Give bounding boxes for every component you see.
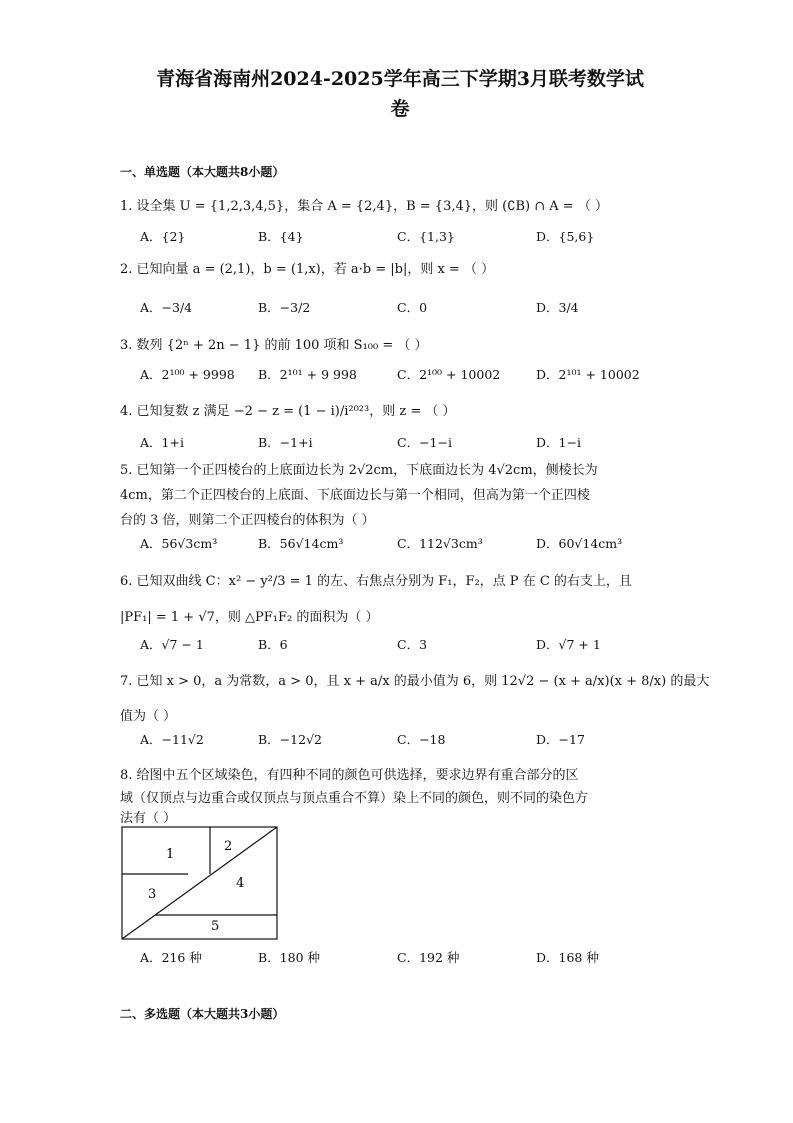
question-1-options xyxy=(140,227,680,251)
q5-option-b[interactable]: B．56√14cm³ xyxy=(258,536,344,551)
question-4: 4. 已知复数 z 满足 −2 − z = (1 − i)/i²⁰²³，则 z = （ ） xyxy=(120,404,456,419)
region-label-3: 3 xyxy=(148,887,157,902)
question-7-line-1: 7. 已知 x > 0，a 为常数，a > 0，且 x + a/x 的最小值为 6，则 12√2 − (x + a/x)(x + 8/x) 的最大 xyxy=(120,674,710,689)
q6-option-a[interactable]: A．√7 − 1 xyxy=(140,637,204,652)
region-label-5: 5 xyxy=(211,919,220,934)
q6-option-c[interactable]: C．3 xyxy=(397,637,428,652)
q2-option-c[interactable]: C．0 xyxy=(397,300,428,315)
q1-option-d[interactable]: D．{5,6} xyxy=(536,229,595,244)
q7-option-c[interactable]: C．−18 xyxy=(397,732,446,747)
q6-option-b[interactable]: B．6 xyxy=(258,637,288,652)
q8-option-d[interactable]: D．168 种 xyxy=(536,950,599,965)
q7-option-b[interactable]: B．−12√2 xyxy=(258,732,322,747)
q5-option-c[interactable]: C．112√3cm³ xyxy=(397,536,483,551)
question-5-line-2: 4cm，第二个正四棱台的上底面、下底面边长与第一个相同，但高为第一个正四棱 xyxy=(120,488,590,503)
region-label-2: 2 xyxy=(224,839,233,854)
question-8-line-1: 8. 给图中五个区域染色，有四种不同的颜色可供选择，要求边界有重合部分的区 xyxy=(120,768,579,783)
q5-option-a[interactable]: A．56√3cm³ xyxy=(140,536,218,551)
q8-option-a[interactable]: A．216 种 xyxy=(140,950,202,965)
question-5-line-3: 台的 3 倍，则第二个正四棱台的体积为（ ） xyxy=(120,513,375,528)
q3-option-d[interactable]: D．2¹⁰¹ + 10002 xyxy=(536,367,640,382)
q8-option-b[interactable]: B．180 种 xyxy=(258,950,321,965)
question-8-line-2: 域（仅顶点与边重合或仅顶点与顶点重合不算）染上不同的颜色，则不同的染色方 xyxy=(120,791,589,806)
question-5-line-1: 5. 已知第一个正四棱台的上底面边长为 2√2cm，下底面边长为 4√2cm，侧棱长为 xyxy=(120,463,598,478)
region-label-1: 1 xyxy=(166,847,175,862)
question-7-line-2: 值为（ ） xyxy=(120,709,177,724)
q3-option-a[interactable]: A．2¹⁰⁰ + 9998 xyxy=(140,367,235,382)
section-heading-single-choice: 一、单选题（本大题共8小题） xyxy=(120,165,285,179)
title-line-2: 卷 xyxy=(390,98,410,120)
question-3: 3. 数列 {2ⁿ + 2n − 1} 的前 100 项和 S₁₀₀ = （ ） xyxy=(120,338,428,353)
q1-option-a[interactable]: A．{2} xyxy=(140,229,186,244)
question-1: 1. 设全集 U = {1,2,3,4,5}，集合 A = {2,4}，B = {3,4}，则 (∁B) ∩ A = （ ） xyxy=(120,199,608,214)
q2-option-d[interactable]: D．3/4 xyxy=(536,300,579,315)
q7-option-a[interactable]: A．−11√2 xyxy=(140,732,204,747)
question-5-options xyxy=(140,534,680,558)
q4-option-a[interactable]: A．1+i xyxy=(140,435,184,450)
q1-option-b[interactable]: B．{4} xyxy=(258,229,304,244)
question-4-options xyxy=(140,433,680,457)
q3-option-b[interactable]: B．2¹⁰¹ + 9 998 xyxy=(258,367,357,382)
title-line-1: 青海省海南州2024-2025学年高三下学期3月联考数学试 xyxy=(156,68,644,90)
question-6-line-1: 6. 已知双曲线 C：x² − y²/3 = 1 的左、右焦点分别为 F₁，F₂，点 P 在 C 的右支上，且 xyxy=(120,574,632,589)
q4-option-c[interactable]: C．−1−i xyxy=(397,435,452,450)
question-6-options xyxy=(140,635,680,659)
q1-option-c[interactable]: C．{1,3} xyxy=(397,229,455,244)
question-8-line-3: 法有（ ） xyxy=(120,811,177,826)
question-8-options xyxy=(140,948,680,972)
q4-option-b[interactable]: B．−1+i xyxy=(258,435,313,450)
diagram-diagonal xyxy=(122,827,277,939)
page-title xyxy=(100,64,700,124)
question-7-options xyxy=(140,730,680,754)
q5-option-d[interactable]: D．60√14cm³ xyxy=(536,536,623,551)
question-3-options xyxy=(140,365,680,389)
q8-option-c[interactable]: C．192 种 xyxy=(397,950,460,965)
coloring-region-diagram xyxy=(121,826,279,942)
q2-option-b[interactable]: B．−3/2 xyxy=(258,300,311,315)
q4-option-d[interactable]: D．1−i xyxy=(536,435,581,450)
question-2-options xyxy=(140,298,680,322)
q2-option-a[interactable]: A．−3/4 xyxy=(140,300,193,315)
q3-option-c[interactable]: C．2¹⁰⁰ + 10002 xyxy=(397,367,501,382)
question-2: 2. 已知向量 a = (2,1)，b = (1,x)，若 a·b = |b|，则 x = （ ） xyxy=(120,262,495,277)
section-heading-multiple-choice: 二、多选题（本大题共3小题） xyxy=(120,1007,285,1021)
q7-option-d[interactable]: D．−17 xyxy=(536,732,585,747)
question-6-line-2: |PF₁| = 1 + √7，则 △PF₁F₂ 的面积为（ ） xyxy=(120,610,379,625)
region-label-4: 4 xyxy=(236,876,245,891)
q6-option-d[interactable]: D．√7 + 1 xyxy=(536,637,601,652)
